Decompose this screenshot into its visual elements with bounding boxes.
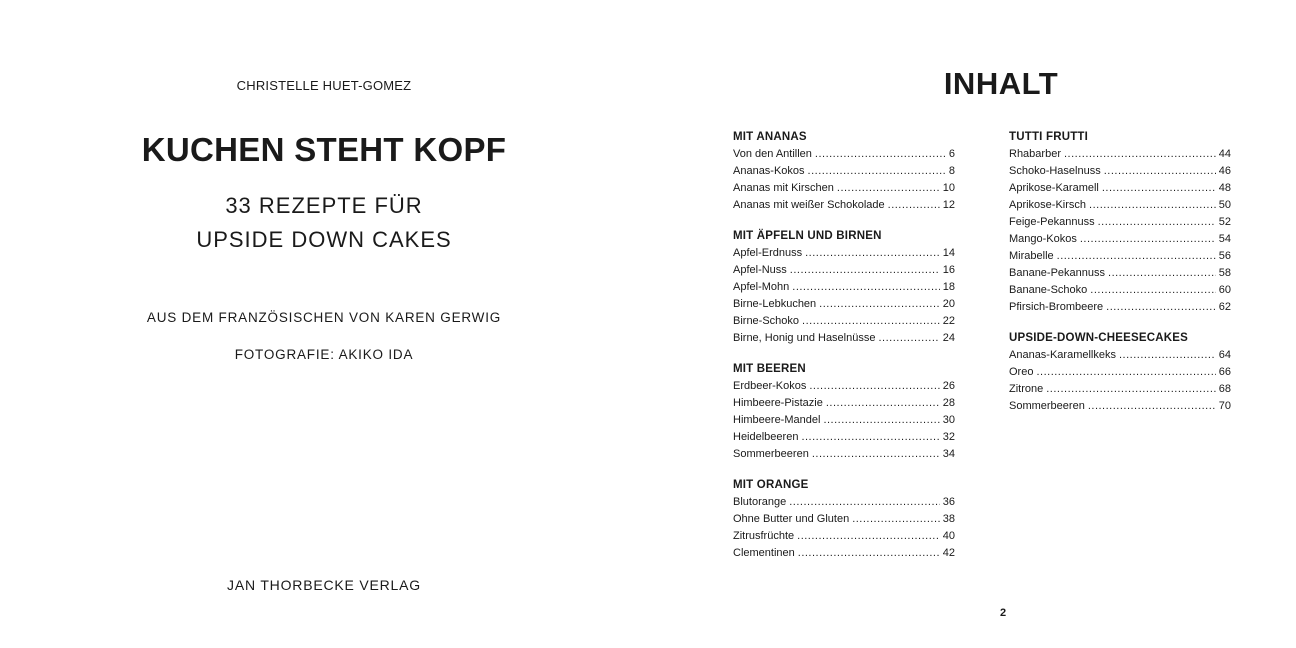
toc-entry-page: 50 xyxy=(1218,199,1231,211)
toc-entry xyxy=(733,262,955,279)
toc-entry-page: 70 xyxy=(1218,400,1231,412)
toc-leader-dots xyxy=(1108,265,1216,282)
toc-leader-dots xyxy=(1057,248,1216,265)
publisher-name: JAN THORBECKE VERLAG xyxy=(227,577,421,593)
table-of-contents-page xyxy=(648,0,1296,648)
toc-leader-dots xyxy=(1046,381,1216,398)
toc-entry-name: Rhabarber xyxy=(1009,148,1061,160)
toc-entry-page: 56 xyxy=(1218,250,1231,262)
toc-entry xyxy=(1009,265,1231,282)
toc-entry-page: 42 xyxy=(942,547,955,559)
toc-leader-dots xyxy=(802,313,940,330)
toc-entry-name: Himbeere-Mandel xyxy=(733,414,821,426)
toc-entry xyxy=(733,528,955,545)
toc-entry-page: 14 xyxy=(942,247,955,259)
toc-entry-page: 30 xyxy=(942,414,955,426)
toc-column-right xyxy=(1009,129,1231,429)
toc-entry-name: Banane-Schoko xyxy=(1009,284,1088,296)
toc-entry xyxy=(733,412,955,429)
toc-entry-name: Ananas mit Kirschen xyxy=(733,182,834,194)
toc-section-title: UPSIDE-DOWN-CHEESECAKES xyxy=(1009,332,1189,344)
toc-entry-page: 54 xyxy=(1218,233,1231,245)
toc-heading: INHALT xyxy=(943,66,1059,101)
toc-entry-name: Ananas-Karamellkeks xyxy=(1009,349,1116,361)
toc-entry-page: 28 xyxy=(942,397,955,409)
toc-entry xyxy=(733,197,955,214)
toc-entry-name: Blutorange xyxy=(733,496,787,508)
toc-leader-dots xyxy=(1088,398,1216,415)
toc-entry-name: Sommerbeeren xyxy=(1009,400,1085,412)
toc-section-title: MIT ÄPFELN UND BIRNEN xyxy=(733,230,882,242)
toc-entry-page: 48 xyxy=(1218,182,1231,194)
toc-entry xyxy=(733,511,955,528)
toc-entry-page: 58 xyxy=(1218,267,1231,279)
toc-entry-name: Feige-Pekannuss xyxy=(1009,216,1095,228)
toc-leader-dots xyxy=(789,494,940,511)
toc-section xyxy=(733,477,955,562)
toc-entry-name: Mirabelle xyxy=(1009,250,1054,262)
toc-section xyxy=(733,361,955,463)
toc-entry-name: Birne, Honig und Haselnüsse xyxy=(733,332,876,344)
toc-entry xyxy=(1009,299,1231,316)
toc-leader-dots xyxy=(805,245,940,262)
toc-entry-page: 66 xyxy=(1218,366,1231,378)
toc-leader-dots xyxy=(809,378,939,395)
toc-entry xyxy=(733,279,955,296)
toc-entry-page: 40 xyxy=(942,530,955,542)
toc-entry-name: Birne-Schoko xyxy=(733,315,800,327)
toc-leader-dots xyxy=(790,262,940,279)
toc-leader-dots xyxy=(837,180,940,197)
toc-entry xyxy=(1009,282,1231,299)
toc-entry-page: 6 xyxy=(948,148,955,160)
toc-section xyxy=(1009,330,1231,415)
book-subtitle-line2: UPSIDE DOWN CAKES xyxy=(196,227,452,252)
toc-leader-dots xyxy=(1119,347,1216,364)
toc-entry xyxy=(733,330,955,347)
toc-entry xyxy=(1009,381,1231,398)
toc-leader-dots xyxy=(823,412,939,429)
toc-entry-page: 34 xyxy=(942,448,955,460)
toc-leader-dots xyxy=(797,528,940,545)
toc-leader-dots xyxy=(801,429,939,446)
toc-entry-name: Birne-Lebkuchen xyxy=(733,298,817,310)
toc-entry xyxy=(1009,248,1231,265)
toc-entry xyxy=(733,494,955,511)
toc-leader-dots xyxy=(798,545,940,562)
toc-entry xyxy=(733,429,955,446)
toc-leader-dots xyxy=(1102,180,1216,197)
toc-leader-dots xyxy=(1098,214,1216,231)
toc-entry-page: 8 xyxy=(948,165,955,177)
toc-entry xyxy=(733,180,955,197)
toc-entry-page: 68 xyxy=(1218,383,1231,395)
toc-entry-page: 12 xyxy=(942,199,955,211)
toc-entry xyxy=(1009,347,1231,364)
toc-entry xyxy=(733,245,955,262)
toc-entry-name: Aprikose-Kirsch xyxy=(1009,199,1087,211)
toc-entry xyxy=(733,146,955,163)
toc-entry-page: 16 xyxy=(942,264,955,276)
toc-leader-dots xyxy=(808,163,946,180)
toc-section xyxy=(733,129,955,214)
toc-entry-page: 52 xyxy=(1218,216,1231,228)
toc-entry xyxy=(1009,398,1231,415)
photography-credit: FOTOGRAFIE: AKIKO IDA xyxy=(234,347,414,362)
toc-leader-dots xyxy=(819,296,940,313)
toc-entry-page: 60 xyxy=(1218,284,1231,296)
book-subtitle-line1: 33 REZEPTE FÜR xyxy=(225,193,423,218)
toc-entry xyxy=(1009,180,1231,197)
toc-entry-page: 20 xyxy=(942,298,955,310)
toc-entry xyxy=(1009,163,1231,180)
toc-entry-page: 24 xyxy=(942,332,955,344)
toc-leader-dots xyxy=(1089,197,1216,214)
toc-entry-name: Banane-Pekannuss xyxy=(1009,267,1106,279)
toc-entry xyxy=(733,163,955,180)
toc-entry-name: Heidelbeeren xyxy=(733,431,799,443)
toc-section-title: MIT BEEREN xyxy=(733,363,806,375)
toc-leader-dots xyxy=(1106,299,1216,316)
toc-leader-dots xyxy=(826,395,940,412)
toc-entry xyxy=(1009,364,1231,381)
toc-leader-dots xyxy=(812,446,940,463)
toc-section-title: TUTTI FRUTTI xyxy=(1009,131,1089,143)
toc-entry-name: Ananas-Kokos xyxy=(733,165,805,177)
toc-entry-name: Zitrone xyxy=(1009,383,1044,395)
toc-entry xyxy=(1009,197,1231,214)
toc-entry-name: Ananas mit weißer Schokolade xyxy=(733,199,885,211)
toc-entry-page: 46 xyxy=(1218,165,1231,177)
book-title: KUCHEN STEHT KOPF xyxy=(141,131,507,168)
toc-entry-page: 18 xyxy=(942,281,955,293)
toc-entry xyxy=(733,446,955,463)
toc-entry-name: Oreo xyxy=(1009,366,1034,378)
toc-entry-page: 44 xyxy=(1218,148,1231,160)
toc-entry-page: 62 xyxy=(1218,301,1231,313)
toc-leader-dots xyxy=(1036,364,1215,381)
toc-entry-page: 64 xyxy=(1218,349,1231,361)
toc-entry-name: Zitrusfrüchte xyxy=(733,530,795,542)
toc-entry-page: 22 xyxy=(942,315,955,327)
toc-entry-page: 36 xyxy=(942,496,955,508)
toc-leader-dots xyxy=(815,146,946,163)
toc-entry-name: Apfel-Nuss xyxy=(733,264,787,276)
toc-leader-dots xyxy=(1104,163,1216,180)
toc-entry-page: 32 xyxy=(942,431,955,443)
toc-entry xyxy=(733,313,955,330)
toc-entry-name: Himbeere-Pistazie xyxy=(733,397,823,409)
toc-entry-name: Schoko-Haselnuss xyxy=(1009,165,1101,177)
toc-entry xyxy=(733,378,955,395)
toc-leader-dots xyxy=(878,330,939,347)
toc-leader-dots xyxy=(1064,146,1216,163)
toc-entry-name: Pfirsich-Brombeere xyxy=(1009,301,1104,313)
toc-entry xyxy=(733,296,955,313)
toc-leader-dots xyxy=(1090,282,1215,299)
toc-entry-name: Apfel-Erdnuss xyxy=(733,247,803,259)
toc-leader-dots xyxy=(1080,231,1216,248)
toc-leader-dots xyxy=(852,511,940,528)
toc-entry-name: Sommerbeeren xyxy=(733,448,809,460)
toc-entry-name: Apfel-Mohn xyxy=(733,281,790,293)
toc-entry-page: 26 xyxy=(942,380,955,392)
toc-entry-name: Clementinen xyxy=(733,547,795,559)
toc-leader-dots xyxy=(888,197,940,214)
toc-entry-page: 10 xyxy=(942,182,955,194)
page-number: 2 xyxy=(999,607,1007,619)
toc-entry xyxy=(1009,214,1231,231)
toc-entry xyxy=(733,395,955,412)
toc-entry xyxy=(1009,231,1231,248)
toc-section-title: MIT ORANGE xyxy=(733,479,809,491)
toc-leader-dots xyxy=(792,279,939,296)
toc-entry-name: Mango-Kokos xyxy=(1009,233,1077,245)
author-name: CHRISTELLE HUET-GOMEZ xyxy=(236,78,412,93)
toc-section-title: MIT ANANAS xyxy=(733,131,807,143)
toc-entry-name: Von den Antillen xyxy=(733,148,812,160)
translator-credit: AUS DEM FRANZÖSISCHEN VON KAREN GERWIG xyxy=(146,310,502,325)
toc-entry xyxy=(733,545,955,562)
toc-entry-page: 38 xyxy=(942,513,955,525)
toc-entry xyxy=(1009,146,1231,163)
toc-entry-name: Ohne Butter und Gluten xyxy=(733,513,850,525)
toc-section xyxy=(1009,129,1231,316)
toc-section xyxy=(733,228,955,347)
toc-entry-name: Aprikose-Karamell xyxy=(1009,182,1099,194)
toc-column-left xyxy=(733,129,955,576)
toc-entry-name: Erdbeer-Kokos xyxy=(733,380,807,392)
